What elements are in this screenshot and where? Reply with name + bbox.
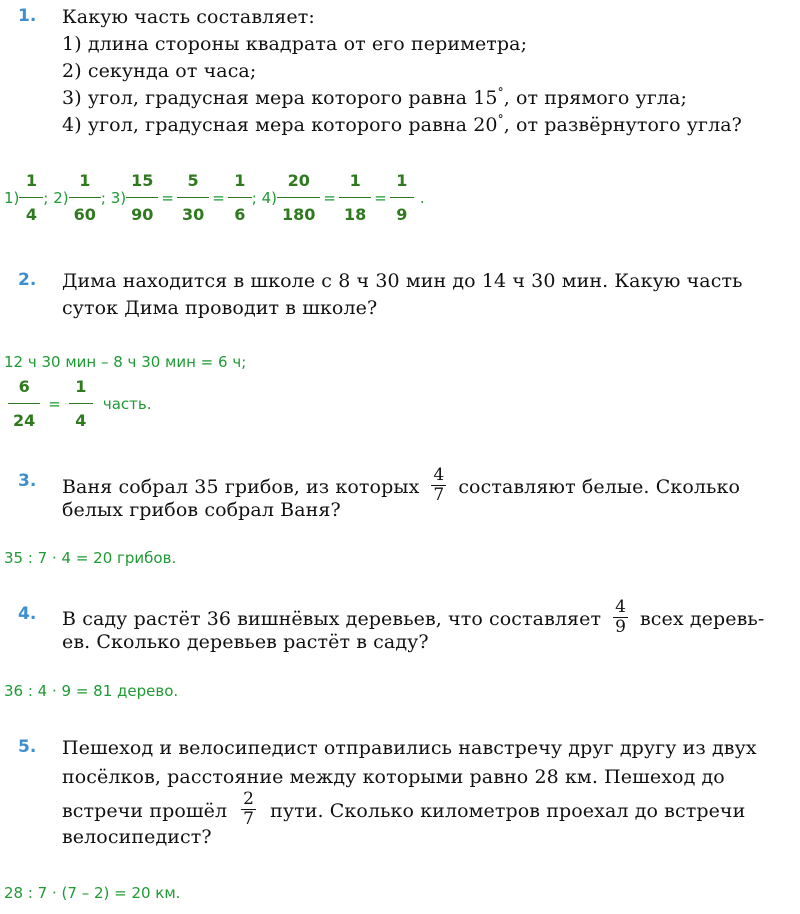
denominator: 9 [615, 617, 626, 637]
numerator: 6 [18, 377, 30, 396]
problem-2-answer-line-1: 12 ч 30 мин – 8 ч 30 мин = 6 ч; [4, 353, 247, 371]
equals-sign: = [374, 188, 387, 207]
equals-sign: = [161, 188, 174, 207]
numerator: 1 [75, 377, 87, 396]
fraction [126, 172, 158, 223]
fraction [431, 466, 446, 505]
problem-3-text [62, 465, 788, 524]
problem-3-text-a: Ваня собрал 35 грибов, из которых [62, 476, 420, 498]
numerator: 1 [79, 171, 91, 190]
fraction [69, 378, 93, 429]
problem-1-line-2: 1) длина стороны квадрата от его периметра; [62, 33, 528, 55]
problem-1-line-5 [62, 112, 788, 139]
problem-4-text [62, 597, 788, 656]
problem-1-line-1: Какую часть составляет: [62, 6, 315, 28]
problem-5-text [62, 734, 788, 852]
fraction [613, 598, 628, 637]
fraction [241, 790, 256, 829]
denominator: 7 [243, 809, 255, 829]
fraction [177, 172, 209, 223]
equals-sign: = [323, 188, 336, 207]
denominator: 7 [433, 485, 445, 505]
fraction [277, 172, 320, 223]
problem-4-number: 4. [18, 604, 37, 624]
problem-4-text-a: В саду растёт 36 вишнёвых деревьев, что составляет [62, 608, 602, 630]
problem-5-number: 5. [18, 737, 37, 757]
degree-sign: ° [497, 112, 504, 127]
fraction [8, 378, 40, 429]
numerator: 2 [243, 789, 255, 809]
answer-part: ; 2) [43, 188, 69, 207]
problem-5-text-b: пути. Сколько километров проехал до встречи [270, 800, 746, 822]
problem-1-line-3: 2) секунда от часа; [62, 60, 257, 82]
problem-1-line-5-b: , от развёрнутого угла? [503, 114, 742, 136]
problem-3-number: 3. [18, 471, 37, 491]
equals-sign: = [48, 394, 61, 413]
problem-4-text-b: всех деревь- [640, 608, 765, 630]
problem-5-line-1: Пешеход и велосипедист отправились навстречу друг другу из двух [62, 737, 757, 759]
numerator: 1 [234, 171, 246, 190]
problem-4-line-2: ев. Сколько деревьев растёт в саду? [62, 631, 429, 653]
problem-1-line-4 [62, 85, 788, 112]
problem-4-answer: 36 : 4 · 9 = 81 дерево. [4, 682, 179, 700]
problem-1-line-4-b: , от прямого угла; [503, 87, 687, 109]
numerator: 4 [433, 465, 445, 485]
problem-3-text-b: составляют белые. Сколько [458, 476, 740, 498]
problem-1-line-4-a: 3) угол, градусная мера которого равна 15 [62, 87, 498, 109]
numerator: 1 [396, 171, 408, 190]
answer-part: ; 4) [251, 188, 278, 207]
numerator: 4 [615, 597, 626, 617]
problem-1-number: 1. [18, 6, 37, 26]
problem-1-answer [4, 172, 425, 223]
denominator: 4 [25, 205, 37, 224]
denominator: 30 [181, 205, 205, 224]
denominator: 9 [396, 205, 408, 224]
problem-3-answer: 35 : 7 · 4 = 20 грибов. [4, 549, 177, 567]
numerator: 1 [25, 171, 37, 190]
problem-1-line-5-a: 4) угол, градусная мера которого равна 20 [62, 114, 498, 136]
fraction [228, 172, 252, 223]
answer-end: . [419, 188, 425, 207]
denominator: 60 [73, 205, 96, 224]
denominator: 180 [282, 205, 316, 224]
problem-5-line-2: посёлков, расстояние между которыми равно 28 км. Пешеход до [62, 766, 725, 788]
denominator: 4 [75, 411, 87, 430]
problem-5-line-4: велосипедист? [62, 826, 212, 848]
problem-2-answer-line-2 [8, 378, 152, 429]
numerator: 15 [131, 171, 154, 190]
problem-2-line-1: Дима находится в школе с 8 ч 30 мин до 14 ч 30 мин. Какую часть [62, 270, 743, 292]
denominator: 18 [344, 205, 367, 224]
equals-sign: = [212, 188, 225, 207]
degree-sign: ° [497, 85, 504, 100]
problem-5-answer: 28 : 7 · (7 – 2) = 20 км. [4, 884, 181, 902]
denominator: 24 [13, 411, 36, 430]
problem-1-text [62, 4, 788, 139]
denominator: 90 [131, 205, 154, 224]
problem-3-line-2: белых грибов собрал Ваня? [62, 499, 341, 521]
problem-2-line-2: суток Дима проводит в школе? [62, 297, 378, 319]
numerator: 20 [287, 171, 310, 190]
numerator: 1 [349, 171, 361, 190]
problem-2-text [62, 268, 788, 322]
fraction [390, 172, 414, 223]
answer-part: ; 3) [100, 188, 127, 207]
fraction [19, 172, 43, 223]
problem-5-text-a: встречи прошёл [62, 800, 228, 822]
denominator: 6 [234, 205, 246, 224]
numerator: 5 [187, 171, 199, 190]
answer-tail: часть. [102, 394, 152, 413]
problem-2-number: 2. [18, 270, 37, 290]
answer-part: 1) [4, 188, 20, 207]
fraction [339, 172, 371, 223]
fraction [69, 172, 101, 223]
